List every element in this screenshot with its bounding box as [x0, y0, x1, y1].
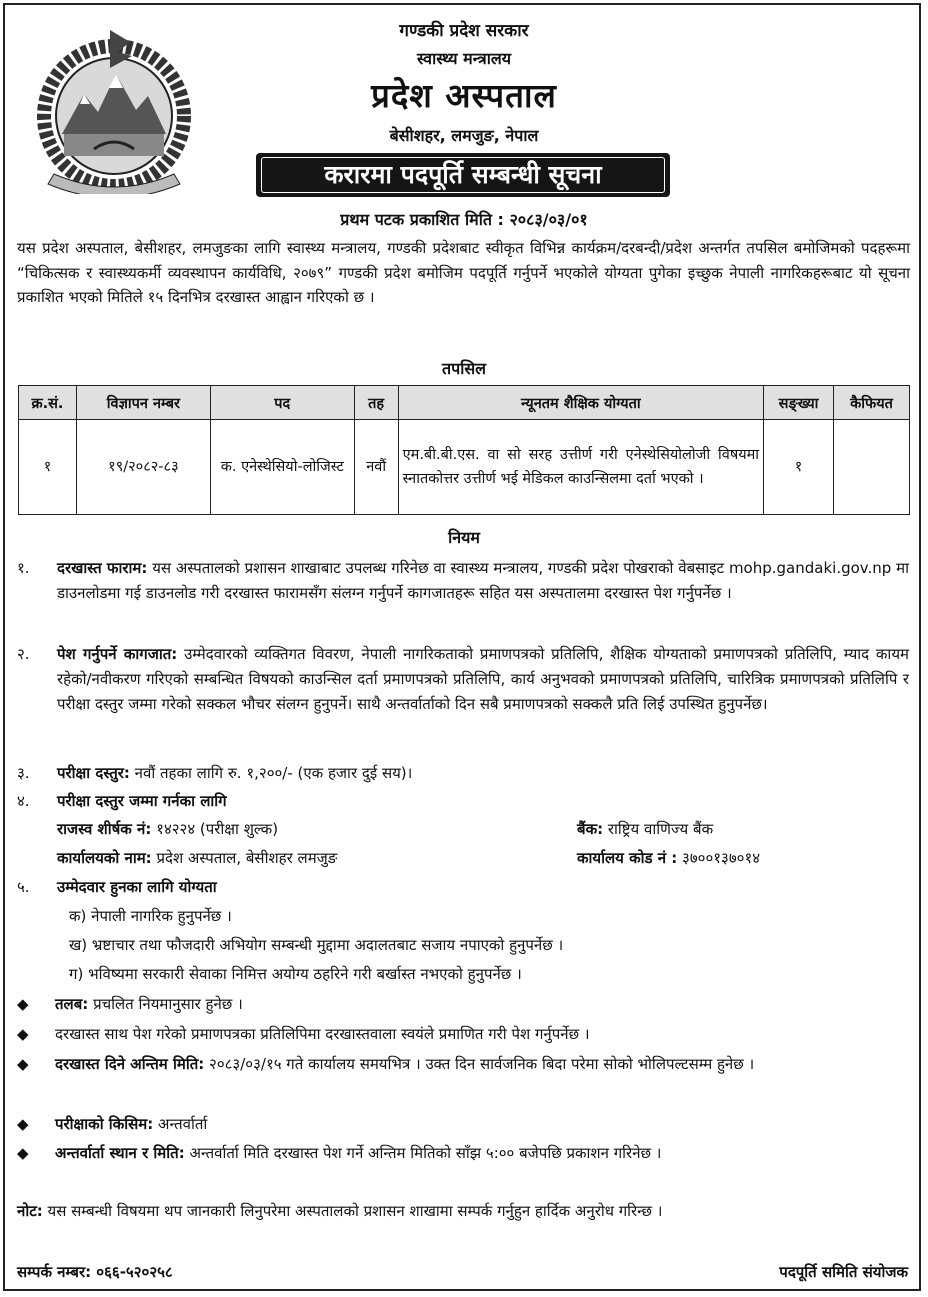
rule-1-text: यस अस्पतालको प्रशासन शाखाबाट उपलब्ध गरिनेछ वा स्वास्थ्य मन्त्रालय, गण्डकी प्रदेश पोखराको वेबसाइट mohp.gandaki.gov.np मा डाउनलोडमा गई डाउनलोड गरी दरखास्त फारामसँग संलग्न गर्नुपर्ने कागजातहरू सहित यस अस्पतालमा दरखास्त पेश गर्नुपर्नेछ । [57, 559, 909, 602]
rule-4-head: परीक्षा दस्तुर जम्मा गर्नका लागि [57, 792, 227, 810]
contact-number: सम्पर्क नम्बर: ०६६-५२०२५८ [17, 1263, 173, 1281]
rule-3-head: परीक्षा दस्तुर: [57, 764, 130, 782]
cell-serial: १ [19, 420, 77, 515]
cell-level: नवौं [354, 420, 398, 515]
table-title: तपसिल [441, 359, 487, 378]
cell-remarks [834, 420, 910, 515]
col-qualification: न्यूनतम शैक्षिक योग्यता [398, 386, 763, 420]
col-post: पद [210, 386, 354, 420]
hospital-name: प्रदेश अस्पताल [371, 76, 557, 115]
col-count: सङ्ख्या [764, 386, 834, 420]
rule-1-head: दरखास्त फाराम: [57, 559, 148, 577]
rules-title: नियम [448, 528, 480, 547]
signatory: पदपूर्ति समिति संयोजक [779, 1263, 908, 1281]
note-text: यस सम्बन्धी विषयमा थप जानकारी लिनुपरेमा अस्पतालको प्रशासन शाखामा सम्पर्क गर्नुहुन हार्दिक अनुरोध गरिन्छ । [42, 1202, 663, 1220]
rule-3-text: नवौं तहका लागि रु. १,२००/- (एक हजार दुई सय)। [129, 764, 413, 782]
table-header-row [19, 386, 910, 420]
vacancy-table [18, 385, 910, 515]
government-name: गण्डकी प्रदेश सरकार [399, 21, 529, 41]
rule-2-text: उम्मेदवारको व्यक्तिगत विवरण, नेपाली नागरिकताको प्रमाणपत्रको प्रतिलिपि, शैक्षिक योग्यताको प्रमाणपत्रको प्रतिलिपि, म्याद कायम रहेको/नवीकरण गरिएको सम्बन्धित विषयको काउन्सिल दर्ता प्रमाणपत्रको प्रतिलिपि, कार्य अनुभवको प्रमाणपत्रको प्रतिलिपि, चारित्रिक प्रमाणपत्रको प्रतिलिपि र परीक्षा दस्तुर जम्मा गरेको सक्कल भौचर संलग्न हुनुपर्ने। साथै अन्तर्वार्ताको दिन सबै प्रमाणपत्रको सक्कलै प्रति लिई उपस्थित हुनुपर्नेछ। [57, 645, 909, 713]
cell-count: १ [764, 420, 834, 515]
intro-paragraph: यस प्रदेश अस्पताल, बेसीशहर, लमजुङका लागि स्वास्थ्य मन्त्रालय, गण्डकी प्रदेशबाट स्वीकृत विभिन्न कार्यक्रम/दरबन्दी/प्रदेश अन्तर्गत तपसिल बमोजिमको पदहरूमा “चिकित्सक र स्वास्थ्यकर्मी व्यवस्थापन कार्यविधि, २०७९” गण्डकी प्रदेश बमोजिम पदपूर्ति गर्नुपर्ने भएकोले योग्यता पुगेका इच्छुक नेपाली नागरिकहरूबाट यो सूचना प्रकाशित भएको मितिले १५ दिनभित्र दरखास्त आह्वान गरिएको छ । [17, 239, 910, 306]
cell-post: क. एनेस्थेसियो-लोजिस्ट [210, 420, 354, 515]
rule-2-head: पेश गर्नुपर्ने कागजात: [57, 645, 178, 663]
col-remarks: कैफियत [834, 386, 910, 420]
hospital-address: बेसीशहर, लमजुङ, नेपाल [389, 126, 539, 145]
cell-ad-number: १९/२०८२-८३ [76, 420, 210, 515]
cell-qualification: एम.बी.बी.एस. वा सो सरह उत्तीर्ण गरी एनेस्थेसियोलोजी विषयमा स्नातकोत्तर उत्तीर्ण भई मेडिकल काउन्सिलमा दर्ता भएको । [398, 420, 763, 515]
note [17, 1199, 910, 1224]
table-row [19, 420, 910, 515]
col-serial: क्र.सं. [19, 386, 77, 420]
rule-5-head: उम्मेदवार हुनका लागि योग्यता [57, 878, 217, 896]
col-ad-number: विज्ञापन नम्बर [76, 386, 210, 420]
notice-banner [256, 153, 670, 197]
nepal-emblem-icon [24, 24, 204, 194]
ministry-name: स्वास्थ्य मन्त्रालय [416, 49, 512, 68]
col-level: तह [354, 386, 398, 420]
publish-date: प्रथम पटक प्रकाशित मिति : २०८३/०३/०१ [340, 210, 588, 229]
notice-title: करारमा पदपूर्ति सम्बन्धी सूचना [261, 157, 665, 193]
note-head: नोट: [17, 1202, 43, 1220]
